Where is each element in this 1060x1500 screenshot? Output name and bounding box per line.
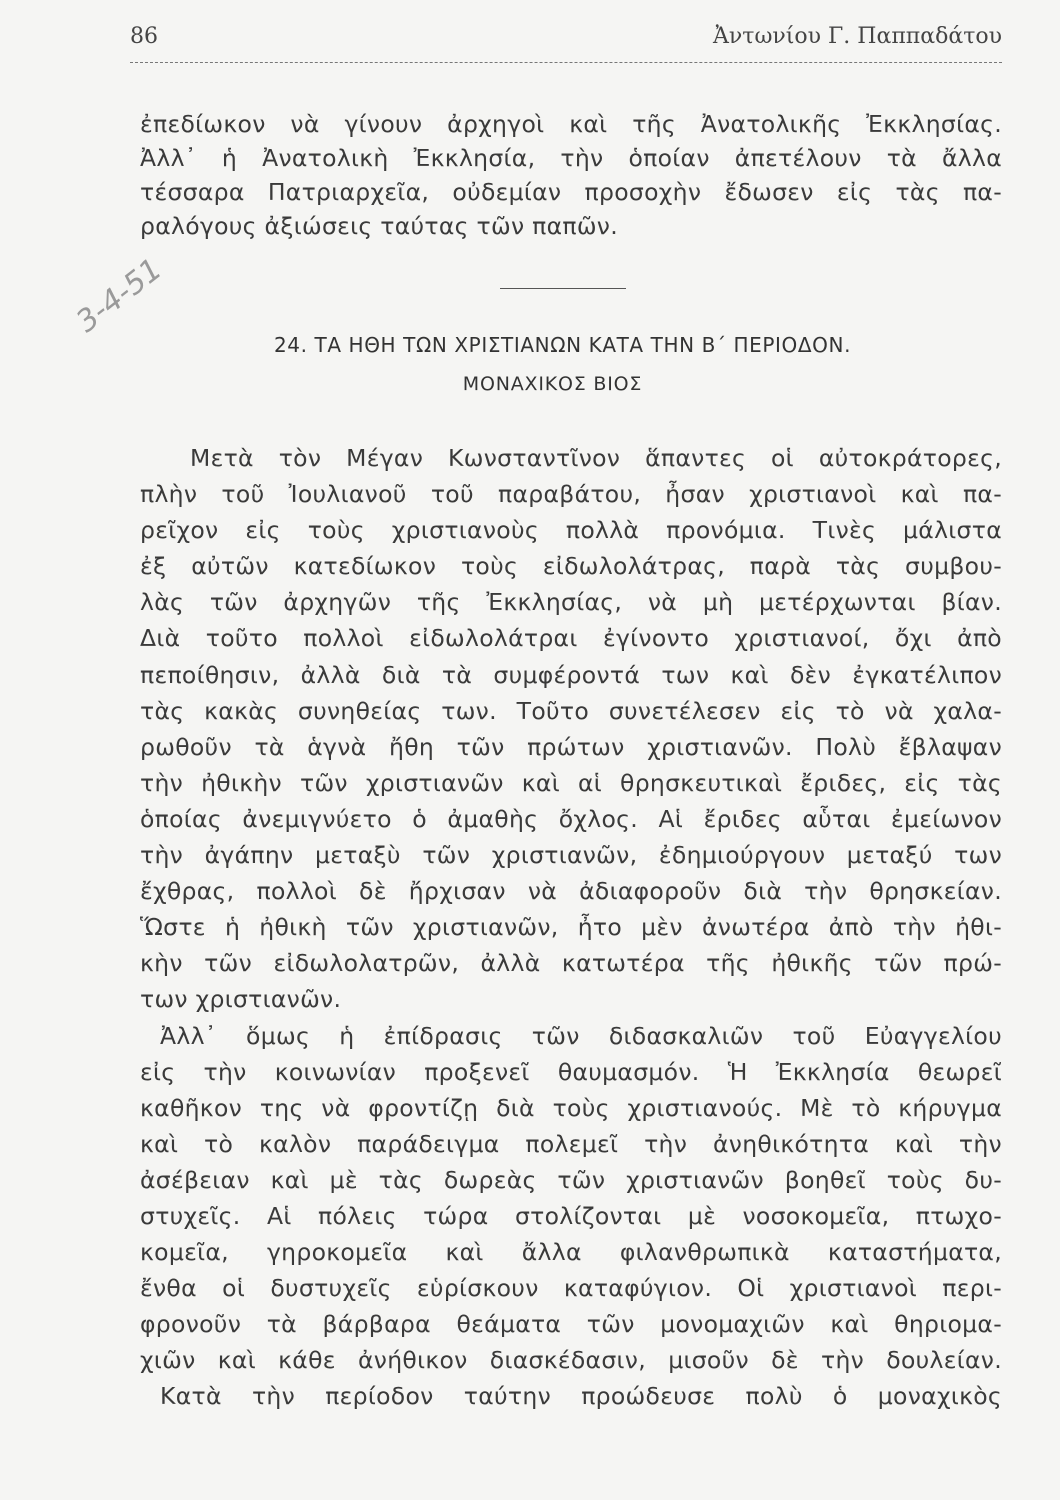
text-line: ἀσέβειαν καὶ μὲ τὰς δωρεὰς τῶν χριστιανῶν βοηθεῖ τοὺς δυ-	[140, 1165, 1002, 1194]
text-line: ἐπεδίωκον νὰ γίνουν ἀρχηγοὶ καὶ τῆς Ἀνατολικῆς Ἐκκλησίας.	[140, 110, 1002, 138]
section-heading: 24. ΤΑ ΗΘΗ ΤΩΝ ΧΡΙΣΤΙΑΝΩΝ ΚΑΤΑ ΤΗΝ Β΄ ΠΕΡΙΟΔΟΝ.	[273, 333, 852, 357]
text-line: τὴν ἠθικὴν τῶν χριστιανῶν καὶ αἱ θρησκευτικαὶ ἔριδες, εἰς τὰς	[140, 768, 1002, 797]
text-line: κὴν τῶν εἰδωλολατρῶν, ἀλλὰ κατωτέρα τῆς ἠθικῆς τῶν πρώ-	[140, 949, 1002, 978]
section-subheading: ΜΟΝΑΧΙΚΟΣ ΒΙΟΣ	[462, 373, 643, 395]
section-divider	[500, 288, 626, 289]
text-line: κομεῖα, γηροκομεῖα καὶ ἄλλα φιλανθρωπικὰ καταστήματα,	[140, 1238, 1002, 1267]
running-head: Ἀντωνίου Γ. Παππαδάτου	[713, 24, 1002, 49]
text-line: Μετὰ τὸν Μέγαν Κωνσταντῖνον ἅπαντες οἱ αὐτοκράτορες,	[190, 444, 1002, 472]
text-line: ρωθοῦν τὰ ἁγνὰ ἤθη τῶν πρώτων χριστιανῶν. Πολὺ ἔβλαψαν	[140, 732, 1002, 761]
text-line: πλὴν τοῦ Ἰουλιανοῦ τοῦ παραβάτου, ἦσαν χριστιανοὶ καὶ πα-	[140, 480, 1002, 509]
text-line: καὶ τὸ καλὸν παράδειγμα πολεμεῖ τὴν ἀνηθικότητα καὶ τὴν	[140, 1129, 1002, 1158]
page-number: 86	[130, 24, 158, 49]
text-line: καθῆκον της νὰ φροντίζῃ διὰ τοὺς χριστιανούς. Μὲ τὸ κήρυγμα	[140, 1093, 1002, 1122]
intro-paragraph	[140, 107, 1002, 243]
text-line: Κατὰ τὴν περίοδον ταύτην προώδευσε πολὺ ὁ μοναχικὸς	[160, 1382, 1002, 1411]
text-line: Διὰ τοῦτο πολλοὶ εἰδωλολάτραι ἐγίνοντο χριστιανοί, ὄχι ἀπὸ	[140, 624, 1002, 653]
handwritten-note: 3-4-51	[70, 251, 169, 340]
text-line: Ἀλλ᾿ ἡ Ἀνατολικὴ Ἐκκλησία, τὴν ὁποίαν ἀπετέλουν τὰ ἄλλα	[140, 144, 1002, 172]
text-line: στυχεῖς. Αἱ πόλεις τώρα στολίζονται μὲ νοσοκομεῖα, πτωχο-	[140, 1201, 1002, 1230]
text-line: ὁποίας ἀνεμιγνύετο ὁ ἀμαθὴς ὄχλος. Αἱ ἔριδες αὗται ἐμείωνον	[140, 804, 1002, 833]
text-line: τέσσαρα Πατριαρχεῖα, οὐδεμίαν προσοχὴν ἔδωσεν εἰς τὰς πα-	[140, 178, 1002, 206]
text-line: ἐξ αὐτῶν κατεδίωκον τοὺς εἰδωλολάτρας, παρὰ τὰς συμβου-	[140, 552, 1002, 581]
text-line: Ἀλλ᾿ ὅμως ἡ ἐπίδρασις τῶν διδασκαλιῶν τοῦ Εὐαγγελίου	[160, 1021, 1002, 1050]
text-line: τὴν ἀγάπην μεταξὺ τῶν χριστιανῶν, ἐδημιούργουν μεταξύ των	[140, 841, 1002, 870]
text-line: ἔνθα οἱ δυστυχεῖς εὑρίσκουν καταφύγιον. Οἱ χριστιανοὶ περι-	[140, 1274, 1002, 1303]
text-line: τὰς κακὰς συνηθείας των. Τοῦτο συνετέλεσεν εἰς τὸ νὰ χαλα-	[140, 696, 1002, 725]
text-line: Ὥστε ἡ ἠθικὴ τῶν χριστιανῶν, ἦτο μὲν ἀνωτέρα ἀπὸ τὴν ἠθι-	[140, 913, 1002, 942]
text-line: των χριστιανῶν.	[140, 985, 342, 1014]
text-line: χιῶν καὶ κάθε ἀνήθικον διασκέδασιν, μισοῦν δὲ τὴν δουλείαν.	[140, 1346, 1002, 1375]
text-line: εἰς τὴν κοινωνίαν προξενεῖ θαυμασμόν. Ἡ Ἐκκλησία θεωρεῖ	[140, 1057, 1002, 1086]
text-line: ραλόγους ἀξιώσεις ταύτας τῶν παπῶν.	[140, 212, 618, 240]
text-line: ρεῖχον εἰς τοὺς χριστιανοὺς πολλὰ προνόμια. Τινὲς μάλιστα	[140, 516, 1002, 545]
text-line: πεποίθησιν, ἀλλὰ διὰ τὰ συμφέροντά των καὶ δὲν ἐγκατέλιπον	[140, 660, 1002, 689]
text-line: λὰς τῶν ἀρχηγῶν τῆς Ἐκκλησίας, νὰ μὴ μετέρχωνται βίαν.	[140, 588, 1002, 617]
body-text	[140, 440, 1002, 1415]
text-line: φρονοῦν τὰ βάρβαρα θεάματα τῶν μονομαχιῶν καὶ θηριομα-	[140, 1310, 1002, 1339]
header-rule	[130, 62, 1002, 63]
text-line: ἔχθρας, πολλοὶ δὲ ἤρχισαν νὰ ἀδιαφοροῦν διὰ τὴν θρησκείαν.	[140, 877, 1002, 906]
